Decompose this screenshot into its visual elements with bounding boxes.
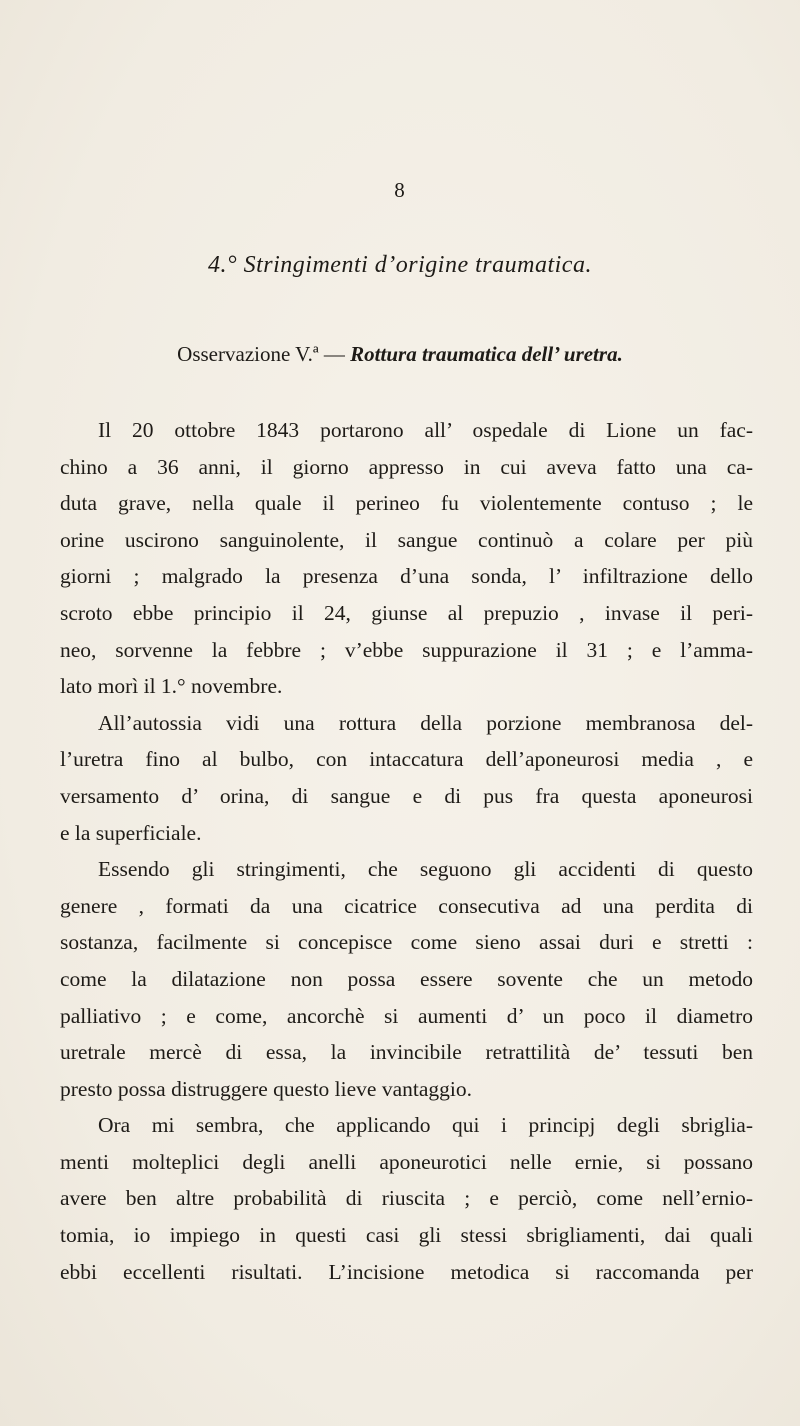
text-line: l’uretra fino al bulbo, con intaccatura dell’aponeurosi media , e: [60, 747, 753, 772]
section-heading: 4.° Stringimenti d’origine traumatica.: [208, 252, 592, 278]
text-line: Il 20 ottobre 1843 portarono all’ ospedale di Lione un fac-: [98, 418, 753, 442]
text-line: chino a 36 anni, il giorno appresso in cui aveva fatto una ca-: [60, 454, 753, 479]
observation-heading: [0, 342, 800, 367]
text-line: palliativo ; e come, ancorchè si aumenti d’ un poco il diametro: [60, 1003, 753, 1028]
text-line: duta grave, nella quale il perineo fu violentemente contuso ; le: [60, 491, 753, 516]
text-line: giorni ; malgrado la presenza d’una sonda, l’ infiltrazione dello: [60, 564, 753, 589]
text-line: scroto ebbe principio il 24, giunse al prepuzio , invase il peri-: [60, 600, 753, 625]
page-number: 8: [394, 178, 406, 202]
text-line: uretrale mercè di essa, la invincibile retrattilità de’ tessuti ben: [60, 1040, 753, 1065]
text-line: Ora mi sembra, che applicando qui i principj degli sbriglia-: [98, 1113, 753, 1138]
text-line: versamento d’ orina, di sangue e di pus fra questa aponeurosi: [60, 783, 753, 808]
text-line: All’autossia vidi una rottura della porzione membranosa del-: [98, 710, 753, 735]
text-line: e la superficiale.: [60, 820, 202, 845]
text-line: sostanza, facilmente si concepisce come sieno assai duri e stretti :: [60, 930, 753, 955]
text-line: presto possa distruggere questo lieve vantaggio.: [60, 1076, 472, 1101]
text-line: genere , formati da una cicatrice consecutiva ad una perdita di: [60, 893, 753, 918]
text-line: neo, sorvenne la febbre ; v’ebbe suppurazione il 31 ; e l’amma-: [60, 637, 753, 662]
text-line: lato morì il 1.° novembre.: [60, 674, 283, 699]
text-line: avere ben altre probabilità di riuscita ; e perciò, come nell’ernio-: [60, 1186, 753, 1211]
text-line: come la dilatazione non possa essere sovente che un metodo: [60, 966, 753, 991]
observation-label: Osservazione V.ª —: [177, 342, 345, 366]
text-line: ebbi eccellenti risultati. L’incisione metodica si raccomanda per: [60, 1259, 753, 1284]
observation-title: Rottura traumatica dell’ uretra.: [350, 342, 623, 366]
text-line: Essendo gli stringimenti, che seguono gli accidenti di questo: [98, 857, 753, 882]
text-line: tomia, io impiego in questi casi gli stessi sbrigliamenti, dai quali: [60, 1223, 753, 1248]
body-text: [60, 412, 753, 1290]
text-line: menti molteplici degli anelli aponeurotici nelle ernie, si possano: [60, 1149, 753, 1174]
text-line: orine uscirono sanguinolente, il sangue continuò a colare per più: [60, 527, 753, 552]
